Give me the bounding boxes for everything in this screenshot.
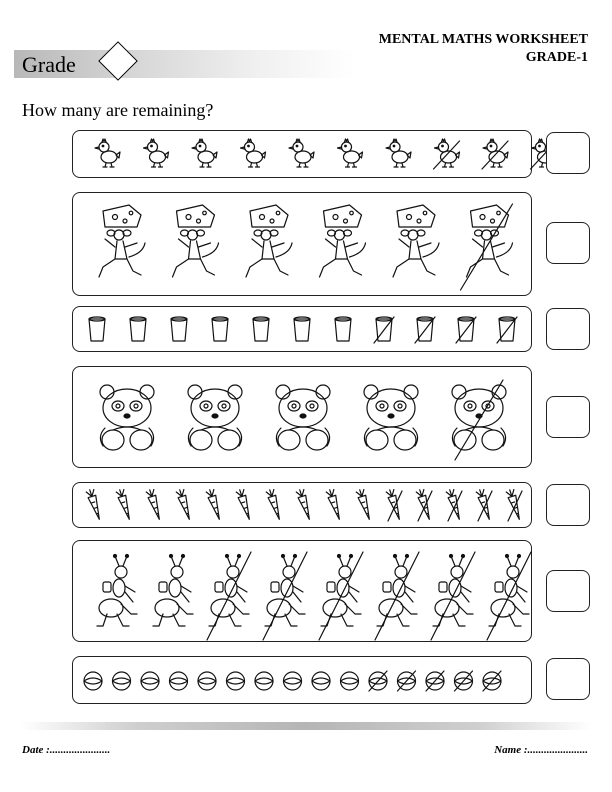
bird-pictogram xyxy=(95,139,120,167)
bird-pictogram xyxy=(144,139,169,167)
carrot-pictogram xyxy=(116,489,133,521)
panda-pictogram xyxy=(188,385,242,450)
carrot-pictogram xyxy=(206,489,223,521)
carrot-pictogram-crossed xyxy=(416,489,433,521)
mouse-pictogram xyxy=(246,205,292,277)
row-box-carrots xyxy=(72,482,532,528)
answer-box-mice[interactable] xyxy=(546,222,590,264)
panda-pictogram-crossed xyxy=(452,380,506,460)
answer-box-glasses[interactable] xyxy=(546,308,590,350)
bird-pictogram-crossed xyxy=(482,139,508,169)
ball-row-drawing xyxy=(73,657,533,705)
carrot-pictogram xyxy=(146,489,163,521)
glass-pictogram-crossed xyxy=(456,317,476,343)
grade-label: Grade xyxy=(22,52,76,77)
carrot-row-drawing xyxy=(73,483,533,529)
ball-pictogram xyxy=(341,672,359,690)
ant-pictogram-crossed xyxy=(263,552,307,640)
ant-pictogram xyxy=(153,555,193,627)
ball-pictogram-crossed xyxy=(455,671,473,691)
worksheet-title: MENTAL MATHS WORKSHEET xyxy=(378,32,588,47)
carrot-pictogram xyxy=(266,489,283,521)
mouse-pictogram xyxy=(99,205,145,277)
mouse-row-drawing xyxy=(73,193,533,297)
carrot-pictogram-crossed xyxy=(446,489,463,521)
ant-pictogram-crossed xyxy=(431,552,475,640)
ball-pictogram xyxy=(255,672,273,690)
glass-pictogram-crossed xyxy=(497,317,517,343)
answer-box-ants[interactable] xyxy=(546,570,590,612)
glass-pictogram xyxy=(253,317,269,341)
glass-pictogram xyxy=(171,317,187,341)
carrot-pictogram xyxy=(296,489,313,521)
row-box-mice xyxy=(72,192,532,296)
glass-pictogram-crossed xyxy=(415,317,435,343)
glass-pictogram xyxy=(294,317,310,341)
carrot-pictogram xyxy=(326,489,343,521)
ball-pictogram xyxy=(113,672,131,690)
mouse-pictogram-crossed xyxy=(461,204,513,290)
carrot-pictogram xyxy=(86,489,103,521)
bird-pictogram xyxy=(338,139,363,167)
ant-pictogram-crossed xyxy=(319,552,363,640)
mouse-pictogram xyxy=(320,205,366,277)
glass-row-drawing xyxy=(73,307,533,353)
row-box-glasses xyxy=(72,306,532,352)
carrot-pictogram-crossed xyxy=(386,489,403,521)
row-box-balls xyxy=(72,656,532,704)
ball-pictogram-crossed xyxy=(426,671,444,691)
carrot-pictogram xyxy=(236,489,253,521)
panda-pictogram xyxy=(276,385,330,450)
ball-pictogram xyxy=(284,672,302,690)
bottom-rule xyxy=(20,722,592,730)
worksheet-grade: GRADE-1 xyxy=(525,50,588,65)
ball-pictogram xyxy=(141,672,159,690)
row-box-ants xyxy=(72,540,532,642)
carrot-pictogram-crossed xyxy=(476,489,493,521)
ball-pictogram xyxy=(170,672,188,690)
bird-pictogram-crossed xyxy=(434,139,460,169)
mouse-pictogram xyxy=(173,205,219,277)
ant-pictogram-crossed xyxy=(207,552,251,640)
answer-box-balls[interactable] xyxy=(546,658,590,700)
answer-box-birds[interactable] xyxy=(546,132,590,174)
carrot-pictogram-crossed xyxy=(506,489,523,521)
ball-pictogram xyxy=(312,672,330,690)
glass-pictogram xyxy=(335,317,351,341)
answer-box-carrots[interactable] xyxy=(546,484,590,526)
ball-pictogram xyxy=(84,672,102,690)
ball-pictogram-crossed xyxy=(398,671,416,691)
bird-pictogram xyxy=(192,139,217,167)
mouse-pictogram xyxy=(393,205,439,277)
answer-box-pandas[interactable] xyxy=(546,396,590,438)
ball-pictogram xyxy=(198,672,216,690)
glass-pictogram xyxy=(89,317,105,341)
glass-pictogram xyxy=(212,317,228,341)
panda-row-drawing xyxy=(73,367,533,469)
ant-row-drawing xyxy=(73,541,533,643)
row-box-pandas xyxy=(72,366,532,468)
question-text: How many are remaining? xyxy=(22,100,214,120)
bird-pictogram xyxy=(289,139,314,167)
name-field[interactable]: Name :...................... xyxy=(494,744,588,756)
bird-pictogram xyxy=(386,139,411,167)
ant-pictogram-crossed xyxy=(487,552,531,640)
glass-pictogram xyxy=(130,317,146,341)
bird-row-drawing xyxy=(73,131,533,179)
row-box-birds xyxy=(72,130,532,178)
ant-pictogram-crossed xyxy=(375,552,419,640)
ball-pictogram-crossed xyxy=(483,671,501,691)
panda-pictogram xyxy=(100,385,154,450)
date-field[interactable]: Date :...................... xyxy=(22,744,111,756)
carrot-pictogram xyxy=(176,489,193,521)
glass-pictogram-crossed xyxy=(374,317,394,343)
carrot-pictogram xyxy=(356,489,373,521)
ball-pictogram-crossed xyxy=(369,671,387,691)
ball-pictogram xyxy=(227,672,245,690)
bird-pictogram xyxy=(241,139,266,167)
panda-pictogram xyxy=(364,385,418,450)
ant-pictogram xyxy=(97,555,137,627)
